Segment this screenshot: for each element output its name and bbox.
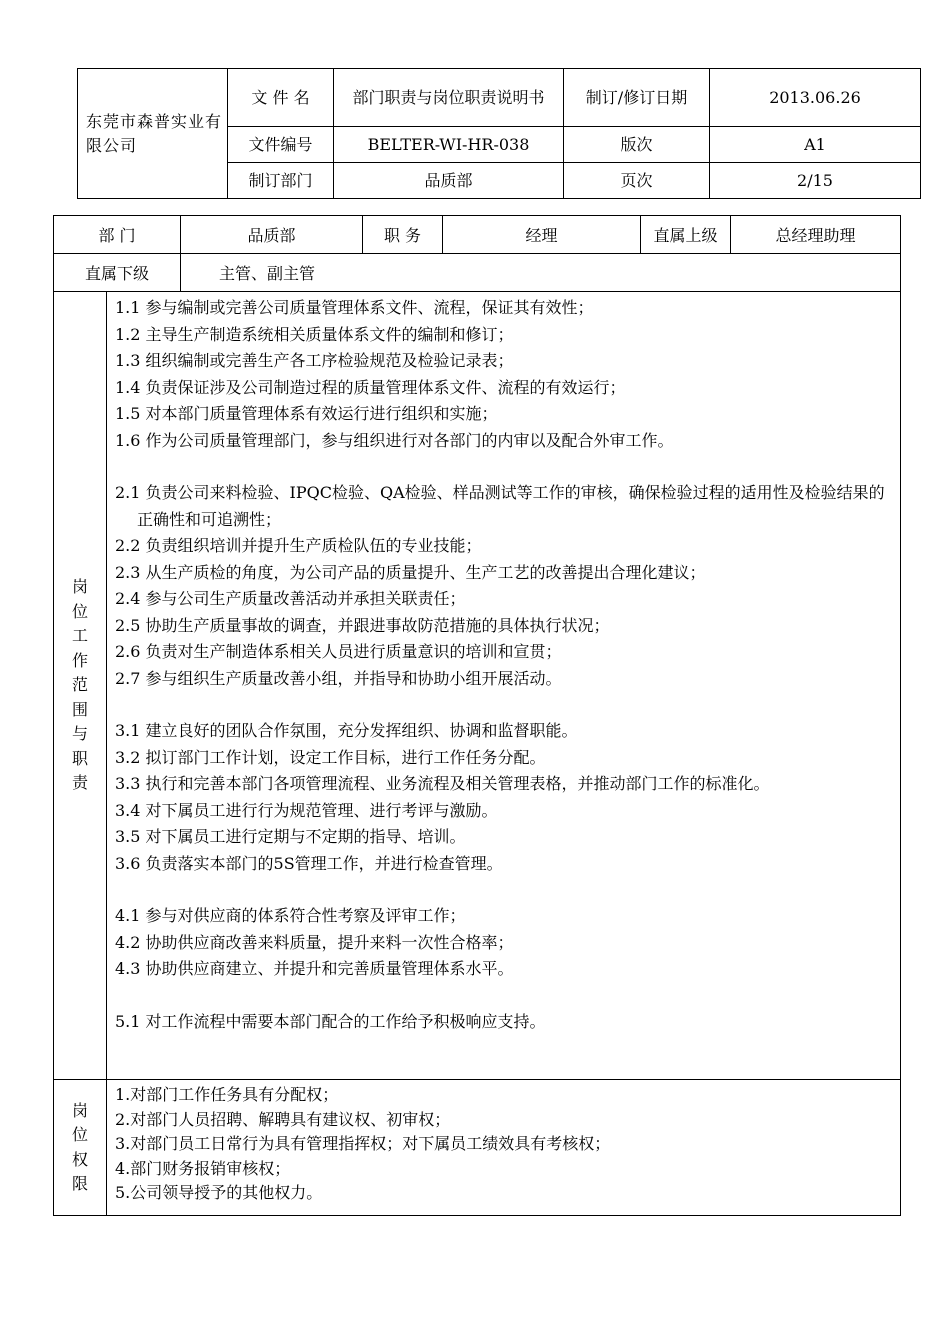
duty-item: 2.6 负责对生产制造体系相关人员进行质量意识的培训和宣贯；: [115, 642, 562, 661]
dept-label: 制订部门: [228, 163, 334, 199]
label-char: 职: [71, 748, 88, 768]
superior-label: 直属上级: [641, 216, 731, 254]
duty-item: 4.2 协助供应商改善来料质量，提升来料一次性合格率；: [115, 932, 514, 952]
label-char: 权: [71, 1149, 88, 1169]
document-header-table: [77, 68, 921, 199]
duties-label: [54, 292, 107, 1080]
duty-item: 1.3 组织编制或完善生产各工序检验规范及检验记录表；: [115, 351, 514, 370]
file-no-label: 文件编号: [228, 127, 334, 163]
duty-item: 3.3 执行和完善本部门各项管理流程、业务流程及相关管理表格，并推动部门工作的标准化。: [115, 774, 770, 793]
job-dept-label: 部 门: [54, 216, 181, 254]
duty-item: 2.1 负责公司来料检验、IPQC检验、QA检验、样品测试等工作的审核，确保检验过程的适用性及检验结果的正确性和可追溯性；: [115, 483, 885, 529]
duty-group: [115, 295, 894, 454]
label-char: 作: [71, 650, 88, 670]
label-char: 岗: [71, 1100, 88, 1120]
label-char: 责: [71, 773, 88, 793]
duty-item: 1.1 参与编制或完善公司质量管理体系文件、流程，保证其有效性；: [115, 298, 594, 317]
label-char: 工: [71, 626, 88, 646]
page-label: 页次: [564, 163, 710, 199]
superior-value: 总经理助理: [731, 216, 901, 254]
duty-item: 4.3 协助供应商建立、并提升和完善质量管理体系水平。: [115, 959, 514, 978]
duty-item: 1.5 对本部门质量管理体系有效运行进行组织和实施；: [115, 404, 498, 423]
duty-item: 3.4 对下属员工进行行为规范管理、进行考评与激励。: [115, 800, 498, 820]
page-value: 2/15: [710, 163, 921, 199]
label-char: 限: [71, 1174, 88, 1193]
file-name-value: 部门职责与岗位职责说明书: [334, 69, 564, 127]
subordinate-label: 直属下级: [54, 254, 181, 292]
duty-group: [115, 1009, 894, 1036]
duty-group: [115, 903, 894, 983]
duty-item: 3.5 对下属员工进行定期与不定期的指导、培训。: [115, 827, 466, 846]
right-item: 4.部门财务报销审核权；: [115, 1158, 291, 1178]
label-char: 范: [71, 675, 88, 695]
duty-item: 1.4 负责保证涉及公司制造过程的质量管理体系文件、流程的有效运行；: [115, 377, 626, 397]
company-name: 东莞市森普实业有限公司: [78, 69, 228, 199]
duty-item: 3.1 建立良好的团队合作氛围，充分发挥组织、协调和监督职能。: [115, 721, 578, 740]
revision-date-label: 制订/修订日期: [564, 69, 710, 127]
job-description-table: [53, 215, 901, 1216]
position-label: 职 务: [363, 216, 443, 254]
duty-item: 2.7 参与组织生产质量改善小组，并指导和协助小组开展活动。: [115, 668, 562, 688]
duty-item: 3.6 负责落实本部门的5S管理工作，并进行检查管理。: [115, 853, 503, 873]
right-item: 5.公司领导授予的其他权力。: [115, 1183, 323, 1202]
label-char: 围: [71, 699, 88, 719]
duty-item: 2.3 从生产质检的角度，为公司产品的质量提升、生产工艺的改善提出合理化建议；: [115, 562, 706, 582]
duty-item: 5.1 对工作流程中需要本部门配合的工作给予积极响应支持。: [115, 1011, 546, 1031]
position-value: 经理: [443, 216, 641, 254]
file-name-label: 文 件 名: [228, 69, 334, 127]
label-char: 位: [71, 601, 88, 621]
label-char: 岗: [71, 577, 88, 597]
duty-item: 2.4 参与公司生产质量改善活动并承担关联责任；: [115, 589, 466, 608]
version-label: 版次: [564, 127, 710, 163]
right-item: 1.对部门工作任务具有分配权；: [115, 1085, 339, 1104]
duty-item: 2.5 协助生产质量事故的调查，并跟进事故防范措施的具体执行状况；: [115, 615, 610, 635]
duty-item: 4.1 参与对供应商的体系符合性考察及评审工作；: [115, 906, 466, 925]
rights-content: [107, 1080, 901, 1216]
label-char: 与: [71, 724, 88, 744]
right-item: 3.对部门员工日常行为具有管理指挥权；对下属员工绩效具有考核权；: [115, 1134, 611, 1153]
duty-item: 1.6 作为公司质量管理部门，参与组织进行对各部门的内审以及配合外审工作。: [115, 430, 674, 450]
right-item: 2.对部门人员招聘、解聘具有建议权、初审权；: [115, 1109, 451, 1129]
duties-content: [107, 292, 901, 1080]
rights-label: [54, 1080, 107, 1216]
dept-value: 品质部: [334, 163, 564, 199]
duty-group: [115, 718, 894, 877]
duty-item: 1.2 主导生产制造系统相关质量体系文件的编制和修订；: [115, 324, 514, 344]
subordinate-value: 主管、副主管: [181, 254, 901, 292]
duty-item: 2.2 负责组织培训并提升生产质检队伍的专业技能；: [115, 536, 482, 555]
version-value: A1: [710, 127, 921, 163]
revision-date-value: 2013.06.26: [710, 69, 921, 127]
job-dept-value: 品质部: [181, 216, 363, 254]
duty-group: [115, 480, 894, 692]
label-char: 位: [71, 1125, 88, 1144]
duty-item: 3.2 拟订部门工作计划，设定工作目标，进行工作任务分配。: [115, 747, 546, 767]
file-no-value: BELTER-WI-HR-038: [334, 127, 564, 163]
